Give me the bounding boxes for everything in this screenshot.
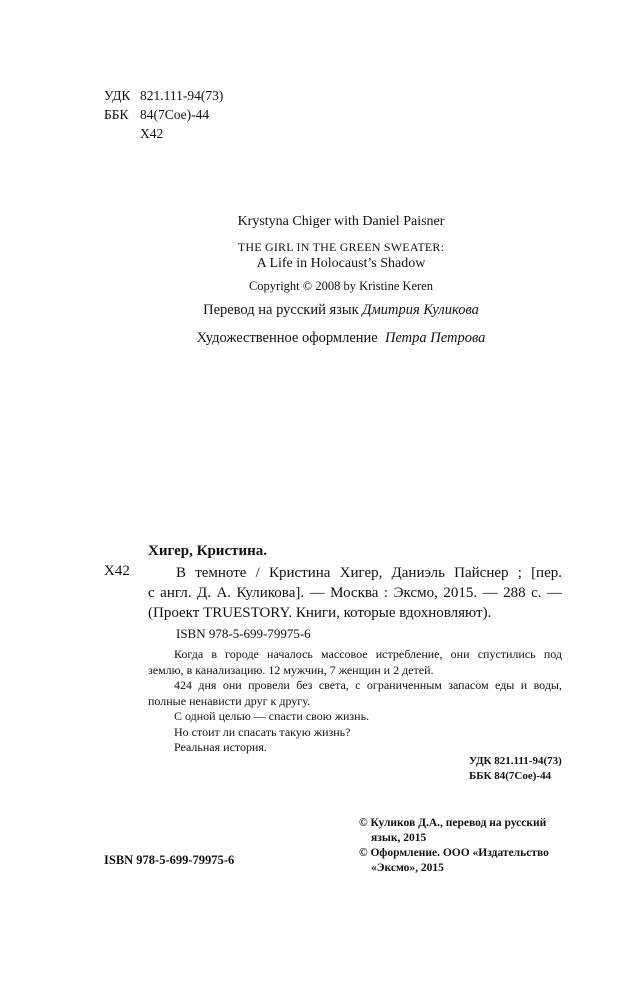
copyright-line: «Эксмо», 2015	[371, 862, 444, 874]
author-code-line	[104, 124, 163, 143]
bbk-line	[104, 105, 209, 124]
annotation-line: землю, в канализацию. 12 мужчин, 7 женщин и 2 детей.	[148, 662, 434, 677]
annotation-line: 424 дня они провели без света, с ограниченным запасом еды и воды,	[174, 678, 562, 692]
catalog-isbn: ISBN 978-5-699-79975-6	[176, 626, 311, 641]
copyright-translation	[359, 816, 546, 846]
bbk-label: ББК	[104, 107, 129, 122]
original-copyright: Copyright © 2008 by Kristine Keren	[248, 279, 434, 293]
annotation-line: С одной целью — спасти свою жизнь.	[174, 709, 370, 723]
bbk-right: ББК 84(7Сое)-44	[469, 770, 552, 782]
isbn-bottom: ISBN 978-5-699-79975-6	[104, 853, 235, 867]
translator-name: Дмитрия Куликова	[362, 302, 479, 318]
copyright-line: © Оформление. ООО «Издательство	[359, 847, 549, 859]
annotation-line: Реальная история.	[174, 740, 267, 754]
udk-line	[104, 86, 223, 105]
annotation-line: Когда в городе началось массовое истребление, они спустились под	[174, 647, 562, 661]
catalog-code: Х42	[104, 563, 130, 579]
designer-name: Петра Петрова	[384, 330, 486, 346]
translation-credit	[141, 302, 541, 319]
catalog-heading: Хигер, Кристина.	[148, 543, 268, 559]
annotation-line: Но стоит ли спасать такую жизнь?	[174, 724, 351, 739]
original-authors: Krystyna Chiger with Daniel Paisner	[237, 214, 445, 229]
copyright-line: © Куликов Д.А., перевод на русский	[359, 817, 547, 829]
catalog-line: В темноте / Кристина Хигер, Даниэль Пайснер ; [пер.	[176, 565, 562, 581]
author-code: Х42	[140, 126, 164, 141]
udk-label: УДК	[104, 88, 131, 103]
annotation	[148, 647, 562, 756]
original-title: THE GIRL IN THE GREEN SWEATER:	[237, 240, 445, 254]
design-credit	[141, 330, 541, 347]
bbk-value: 84(7Сое)-44	[140, 107, 210, 122]
original-subtitle: A Life in Holocaust’s Shadow	[256, 256, 426, 271]
annotation-line: полные ненависти друг к другу.	[148, 693, 311, 708]
translation-label: Перевод на русский язык	[203, 302, 359, 318]
catalog-description	[148, 563, 562, 623]
copyright-line: язык, 2015	[371, 832, 427, 844]
catalog-line: с англ. Д. А. Куликова]. — Москва : Эксмо, 2015. — 288 с. —	[148, 585, 562, 601]
design-label: Художественное оформление	[196, 330, 378, 346]
udk-value: 821.111-94(73)	[140, 88, 224, 103]
copyright-design	[359, 846, 549, 876]
udk-right: УДК 821.111-94(73)	[469, 755, 562, 767]
catalog-line: (Проект TRUESTORY. Книги, которые вдохновляют).	[148, 605, 492, 621]
